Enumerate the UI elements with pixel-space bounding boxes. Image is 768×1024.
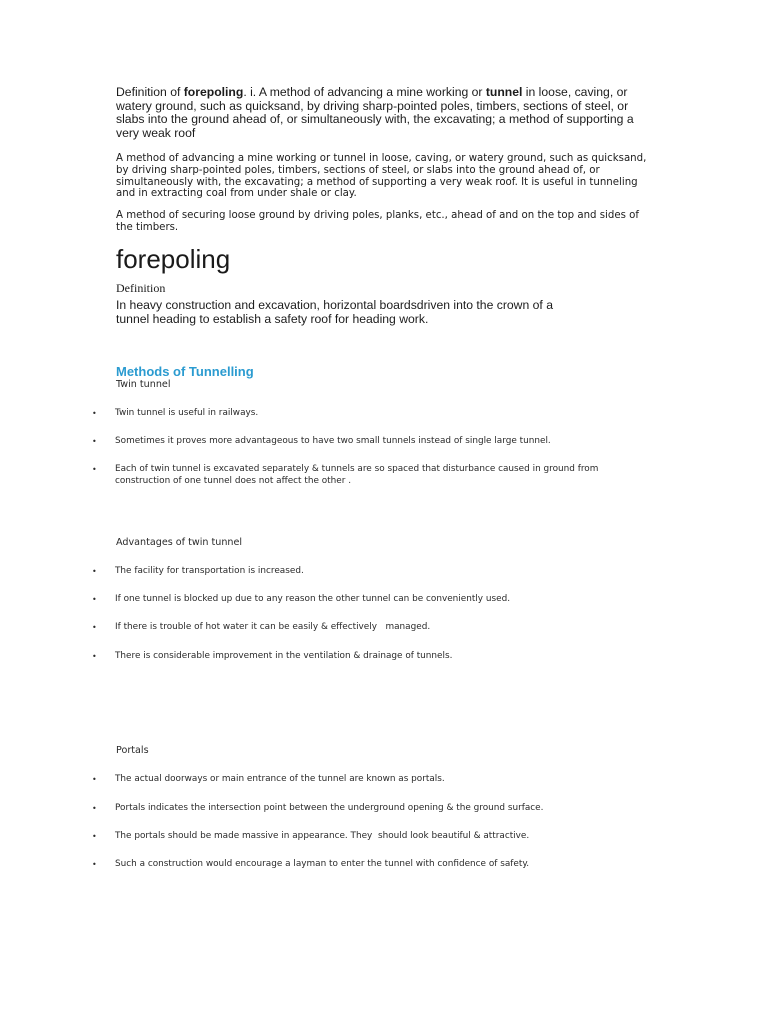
bullet-icon: •: [92, 623, 97, 632]
forepoling-definition-body: In heavy construction and excavation, horizontal boardsdriven into the crown of a tunnel heading to establish a safety roof for heading work.: [116, 298, 553, 326]
bullet-icon: •: [92, 595, 97, 604]
bullet-icon: •: [92, 804, 97, 813]
advantages-heading: Advantages of twin tunnel: [116, 537, 243, 548]
bullet-icon: •: [92, 652, 97, 661]
definition-term: forepoling: [183, 85, 244, 99]
definition-paragraph-2: A method of advancing a mine working or tunnel in loose, caving, or watery ground, such as quicksand, by driving sharp-pointed poles, timbers, sections of steel, or slabs into the ground ahead of, or simultaneously with, the excavating; a method of supporting a very weak roof. It is useful in tunneling and in extracting coal from under shale or clay.: [116, 153, 647, 200]
list-item-text: Each of twin tunnel is excavated separately & tunnels are so spaced that disturbance caused in ground from construction of one tunnel does not affect the other .: [115, 464, 599, 486]
list-item-text: Portals indicates the intersection point between the underground opening & the ground surface.: [115, 803, 544, 813]
list-item-text: If there is trouble of hot water it can be easily & effectively managed.: [115, 622, 431, 632]
bullet-icon: •: [92, 832, 97, 841]
definition-prefix: Definition of: [116, 85, 184, 99]
list-item-text: Such a construction would encourage a layman to enter the tunnel with confidence of safety.: [115, 859, 530, 869]
forepoling-title: forepoling: [116, 244, 231, 274]
twin-tunnel-heading: Twin tunnel: [116, 379, 171, 390]
bullet-icon: •: [92, 860, 97, 869]
definition-rest: in loose, caving, or watery ground, such as quicksand, by driving sharp-pointed poles, timbers, sections of steel, or slabs into the ground ahead of, or simultaneously with, the excavating; a method of supporting a very weak roof: [116, 85, 634, 140]
bullet-icon: •: [92, 437, 97, 446]
portals-heading: Portals: [116, 745, 149, 756]
bullet-icon: •: [92, 775, 97, 784]
list-item-text: There is considerable improvement in the ventilation & drainage of tunnels.: [115, 651, 453, 661]
list-item-text: If one tunnel is blocked up due to any reason the other tunnel can be conveniently used.: [115, 594, 511, 604]
list-item-text: The actual doorways or main entrance of the tunnel are known as portals.: [115, 774, 445, 784]
definition-mid: . i. A method of advancing a mine working or: [243, 85, 486, 99]
definition-term-tunnel: tunnel: [485, 85, 523, 99]
list-item-text: The portals should be made massive in appearance. They should look beautiful & attractive.: [115, 831, 530, 841]
list-item-text: Twin tunnel is useful in railways.: [115, 408, 259, 418]
list-item-text: Sometimes it proves more advantageous to have two small tunnels instead of single large tunnel.: [115, 436, 551, 446]
bullet-icon: •: [92, 409, 97, 418]
definition-label: Definition: [116, 281, 166, 295]
bullet-icon: •: [92, 465, 97, 474]
bullet-icon: •: [92, 567, 97, 576]
definition-paragraph: [116, 86, 646, 140]
methods-heading: Methods of Tunnelling: [116, 364, 254, 379]
definition-paragraph-3: A method of securing loose ground by driving poles, planks, etc., ahead of and on the top and sides of the timbers.: [116, 210, 639, 233]
list-item-text: The facility for transportation is increased.: [115, 566, 304, 576]
